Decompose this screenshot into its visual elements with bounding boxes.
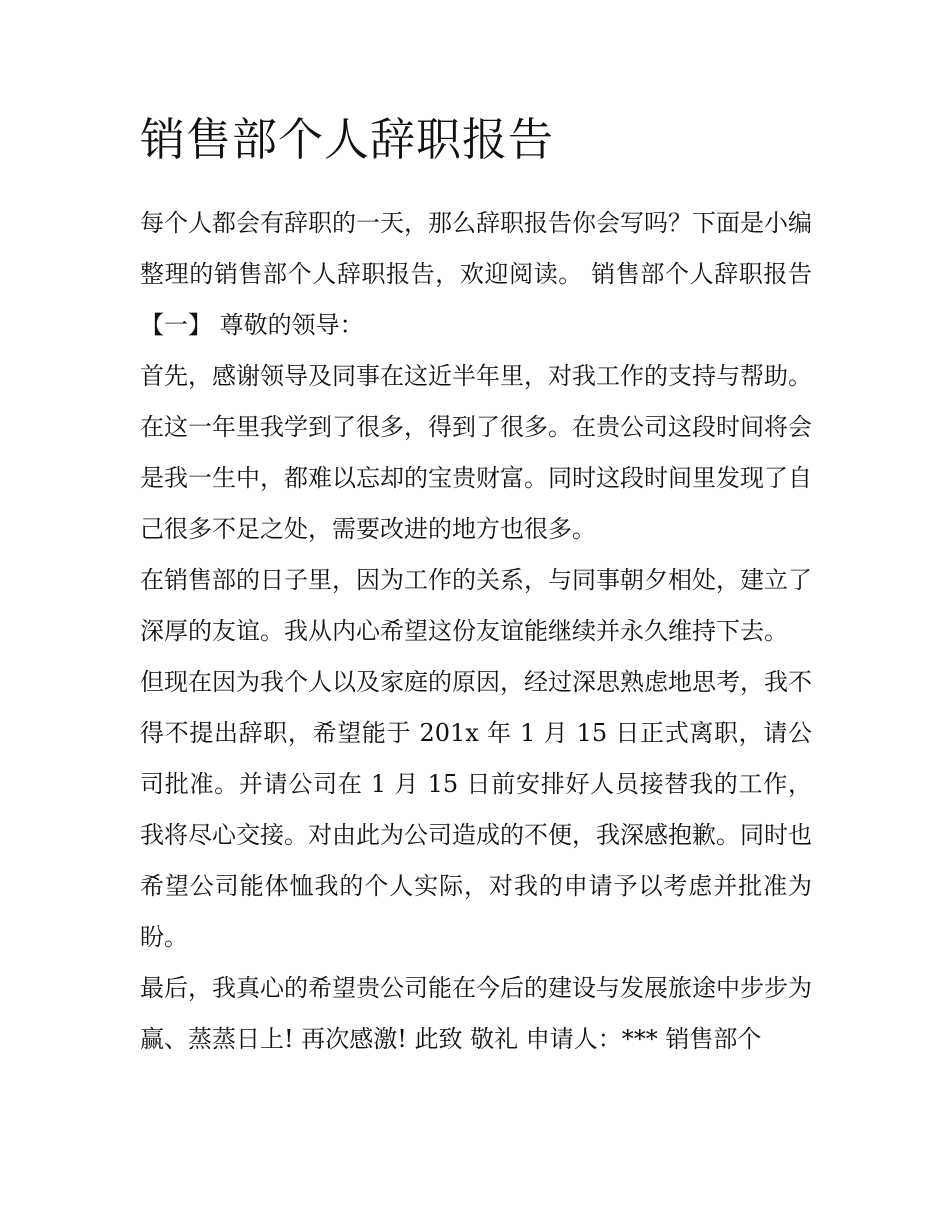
paragraph-closing: 最后，我真心的希望贵公司能在今后的建设与发展旅途中步步为赢、蒸蒸日上! 再次感激! 此致 敬礼 申请人：*** 销售部个 <box>140 974 812 1053</box>
paragraph-resignation-reason: 但现在因为我个人以及家庭的原因，经过深思熟虑地思考，我不得不提出辞职，希望能于 201x 年 1 月 15 日正式离职，请公司批准。并请公司在 1 月 15 日前安排好人员接替我的工作，我将尽心交接。对由此为公司造成的不便，我深感抱歉。同时也希望公司能体恤我的个人实际，对我的申请予以考虑并批准为盼。 <box>140 668 812 951</box>
document-title: 销售部个人辞职报告 <box>140 113 555 166</box>
document-body <box>140 198 812 1065</box>
paragraph-friendship: 在销售部的日子里，因为工作的关系，与同事朝夕相处，建立了深厚的友谊。我从内心希望这份友谊能继续并永久维持下去。 <box>140 566 812 645</box>
paragraph-thanks: 首先，感谢领导及同事在这近半年里，对我工作的支持与帮助。在这一年里我学到了很多，得到了很多。在贵公司这段时间将会是我一生中，都难以忘却的宝贵财富。同时这段时间里发现了自己很多不足之处，需要改进的地方也很多。 <box>140 362 812 543</box>
paragraph-intro: 每个人都会有辞职的一天，那么辞职报告你会写吗？下面是小编整理的销售部个人辞职报告，欢迎阅读。 销售部个人辞职报告【一】 尊敬的领导： <box>140 209 812 339</box>
